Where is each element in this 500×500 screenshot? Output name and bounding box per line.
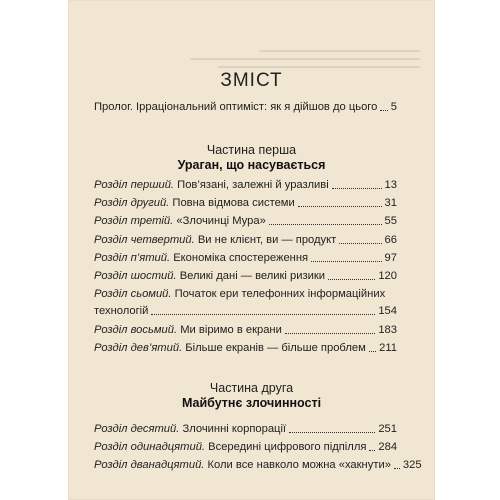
chapter-number: Розділ восьмий.	[94, 324, 178, 336]
toc-entry[interactable]	[94, 323, 397, 337]
chapter-title: Коли все навколо можна «хакнути»	[207, 459, 391, 471]
chapter-number: Розділ дев’ятий.	[94, 342, 183, 354]
page-number: 154	[378, 305, 397, 317]
toc-entry[interactable]	[94, 440, 397, 454]
toc-entry[interactable]	[94, 233, 397, 247]
chapter-title-line-1: Початок ери телефонних інформаційних	[174, 288, 386, 300]
toc-entry-prologue[interactable]	[94, 100, 397, 114]
toc-entry[interactable]	[94, 269, 397, 283]
chapter-title: Повна відмова системи	[172, 197, 295, 209]
dot-leader	[394, 468, 400, 469]
page-number: 55	[384, 215, 397, 227]
chapter-number: Розділ четвертий.	[94, 234, 195, 246]
chapter-title: Злочинні корпорації	[182, 423, 287, 435]
page-number: 13	[384, 179, 397, 191]
dot-leader	[269, 224, 382, 225]
chapter-title: Економіка спостереження	[173, 252, 309, 264]
part-two-title: Майбутнє злочинності	[181, 396, 322, 410]
chapter-title-line-2: технологій	[94, 305, 149, 317]
dot-leader	[285, 333, 375, 334]
dot-leader	[298, 206, 382, 207]
dot-leader	[311, 261, 381, 262]
toc-entry[interactable]	[94, 422, 397, 436]
dot-leader	[289, 432, 375, 433]
chapter-title: Всередині цифрового підпілля	[208, 441, 367, 453]
part-two-label: Частина друга	[209, 381, 294, 395]
page-number: 183	[378, 324, 397, 336]
page-number: 97	[384, 252, 397, 264]
page-number: 211	[379, 342, 397, 354]
chapter-title: Ви не клієнт, ви — продукт	[197, 234, 337, 246]
dot-leader	[339, 243, 381, 244]
toc-title: ЗМІСТ	[220, 70, 283, 91]
toc-entry[interactable]	[94, 341, 397, 355]
chapter-number: Розділ третій.	[94, 215, 174, 227]
page-number: 120	[378, 270, 397, 282]
chapter-number: Розділ одинадцятий.	[94, 441, 206, 453]
chapter-number: Розділ дванадцятий.	[94, 459, 205, 471]
dot-leader	[151, 314, 375, 315]
chapter-title: Більше екранів — більше проблем	[185, 342, 366, 354]
chapter-number: Розділ перший.	[94, 179, 175, 191]
chapter-title: Ми віримо в екрани	[180, 324, 282, 336]
part-one-title: Ураган, що насувається	[177, 158, 326, 172]
toc-entry[interactable]	[94, 251, 397, 265]
page-number: 5	[390, 101, 397, 113]
page-number: 251	[378, 423, 397, 435]
toc-entry[interactable]	[94, 214, 397, 228]
chapter-number: Розділ п’ятий.	[94, 252, 171, 264]
book-page	[68, 0, 435, 500]
dot-leader	[380, 110, 387, 111]
chapter-title: Великі дані — великі ризики	[179, 270, 326, 282]
page-number: 66	[384, 234, 397, 246]
part-one-label: Частина перша	[206, 143, 297, 157]
page-number: 284	[378, 441, 398, 453]
toc-entry[interactable]	[94, 287, 397, 318]
entry-title: Пролог. Ірраціональний оптиміст: як я дійшов до цього	[94, 101, 378, 113]
dot-leader	[332, 188, 382, 189]
chapter-title: «Злочинці Мура»	[176, 215, 266, 227]
page-number: 325	[402, 459, 422, 471]
chapter-title: Пов’язані, залежні й уразливі	[177, 179, 329, 191]
dot-leader	[369, 351, 376, 352]
chapter-number: Розділ сьомий.	[94, 288, 172, 300]
chapter-number: Розділ шостий.	[94, 270, 177, 282]
dot-leader	[328, 279, 375, 280]
toc-entry[interactable]	[94, 178, 397, 192]
chapter-number: Розділ десятий.	[94, 423, 180, 435]
chapter-number: Розділ другий.	[94, 197, 170, 209]
page-number: 31	[384, 197, 397, 209]
toc-entry[interactable]	[94, 196, 397, 210]
toc-entry[interactable]	[94, 458, 422, 472]
dot-leader	[369, 450, 375, 451]
